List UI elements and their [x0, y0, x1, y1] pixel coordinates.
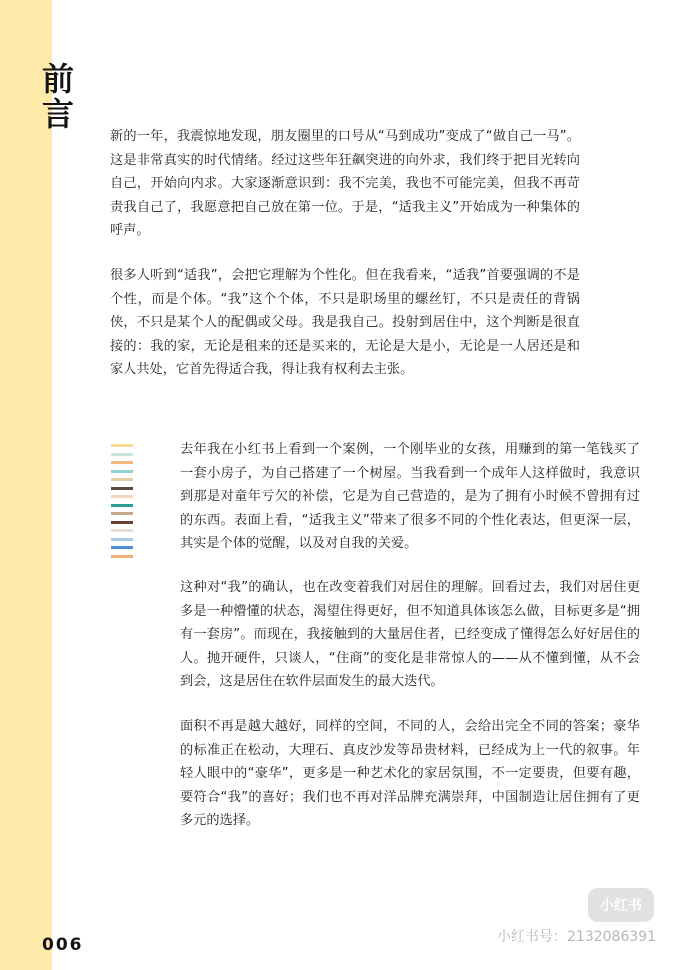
color-stripe: [111, 538, 133, 541]
body-paragraph: 去年我在小红书上看到一个案例，一个刚毕业的女孩，用赚到的第一笔钱买了一套小房子，为自己搭建了一个树屋。当我看到一个成年人这样做时，我意识到那是对童年亏欠的补偿，它是为自己营造的，是为了拥有小时候不曾拥有过的东西。表面上看，“适我主义”带来了很多不同的个性化表达，但更深一层，其实是个体的觉醒，以及对自我的关爱。: [180, 442, 640, 551]
color-stripe: [111, 504, 133, 507]
color-stripe: [111, 529, 133, 532]
color-stripe: [111, 487, 133, 490]
body-paragraph: 面积不再是越大越好，同样的空间，不同的人，会给出完全不同的答案；豪华的标准正在松动，大理石、真皮沙发等昂贵材料，已经成为上一代的叙事。年轻人眼中的“豪华”，更多是一种艺术化的家居氛围，不一定要贵，但要有趣，要符合“我”的喜好；我们也不再对洋品牌充满崇拜，中国制造让居住拥有了更多元的选择。: [180, 719, 640, 828]
page-title-char: 前: [42, 60, 75, 98]
color-stripe: [111, 546, 133, 549]
color-stripes-decoration: [111, 444, 133, 563]
page-title-char: 言: [42, 95, 75, 133]
color-stripe: [111, 555, 133, 558]
watermark-logo: 小红书: [588, 888, 654, 922]
color-stripe: [111, 478, 133, 481]
watermark-text: 小红书号：2132086391: [497, 929, 657, 945]
color-stripe: [111, 444, 133, 447]
body-paragraph: 很多人听到“适我”，会把它理解为个性化。但在我看来，“适我”首要强调的不是个性，而是个体。“我”这个个体，不只是职场里的螺丝钉，不只是责任的背锅侠，不只是某个人的配偶或父母。我是我自己。投射到居住中，这个判断是很直接的：我的家，无论是租来的还是买来的，无论是大是小，无论是一人居还是和家人共处，它首先得适合我，得让我有权利去主张。: [110, 268, 580, 377]
body-paragraph: 新的一年，我震惊地发现，朋友圈里的口号从“马到成功”变成了“做自己一马”。这是非常真实的时代情绪。经过这些年狂飙突进的向外求，我们终于把目光转向自己，开始向内求。大家逐渐意识到：我不完美，我也不可能完美，但我不再苛责我自己了，我愿意把自己放在第一位。于是，“适我主义”开始成为一种集体的呼声。: [110, 129, 580, 238]
color-stripe: [111, 453, 133, 456]
color-stripe: [111, 495, 133, 498]
color-stripe: [111, 521, 133, 524]
page-number: 006: [42, 935, 84, 955]
color-stripe: [111, 461, 133, 464]
color-stripe: [111, 470, 133, 473]
page-title: [42, 62, 78, 132]
color-stripe: [111, 512, 133, 515]
sidebar-accent: [0, 0, 52, 970]
body-paragraph: 这种对“我”的确认，也在改变着我们对居住的理解。回看过去，我们对居住更多是一种懵懂的状态，渴望住得更好，但不知道具体该怎么做，目标更多是“拥有一套房”。而现在，我接触到的大量居住者，已经变成了懂得怎么好好居住的人。抛开硬件，只谈人，“住商”的变化是非常惊人的——从不懂到懂，从不会到会，这是居住在软件层面发生的最大迭代。: [180, 580, 640, 689]
